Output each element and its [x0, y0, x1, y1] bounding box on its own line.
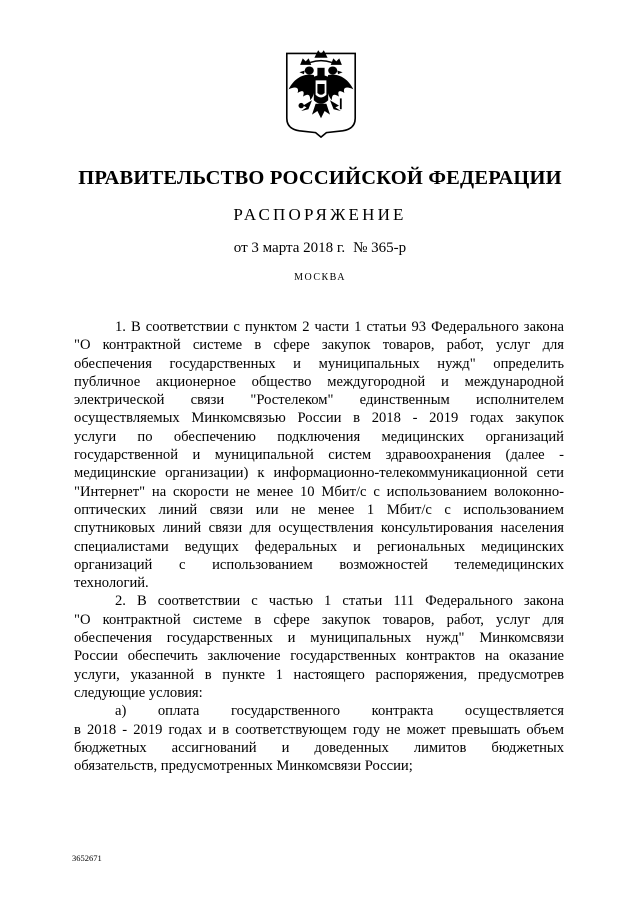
- body-line: организаций с использованием возможностей телемедицинских: [74, 556, 564, 573]
- body-line: электрической связи "Ростелеком" единственным исполнителем: [74, 392, 564, 409]
- body-line: России обеспечить заключение государственных контрактов на оказание: [74, 648, 564, 665]
- document-code: 3652671: [72, 853, 102, 863]
- government-title: ПРАВИТЕЛЬСТВО РОССИЙСКОЙ ФЕДЕРАЦИИ: [78, 167, 562, 189]
- body-line: спутниковых линий связи для осуществления консультирования населения: [74, 520, 564, 537]
- body-line: бюджетных ассигнований и доведенных лимитов бюджетных: [74, 739, 564, 756]
- body-line: "О контрактной системе в сфере закупок товаров, работ, услуг для: [74, 611, 564, 628]
- body-line: "Интернет" на скорости не менее 10 Мбит/с с использованием волоконно-: [74, 483, 564, 500]
- body-line: публичное акционерное общество междугородной и международной: [74, 373, 564, 390]
- body-line: оптических линий связи или не менее 1 Мбит/с с использованием: [74, 501, 564, 518]
- body-line: обеспечения государственных и муниципальных нужд" определить: [74, 355, 564, 372]
- body-line: услуги, указанной в пункте 1 настоящего распоряжения, предусмотрев: [74, 666, 564, 683]
- body-line: а) оплата государственного контракта осуществляется: [115, 703, 564, 720]
- document-type: РАСПОРЯЖЕНИЕ: [233, 205, 407, 224]
- body-line: 1. В соответствии с пунктом 2 части 1 статьи 93 Федерального закона: [115, 319, 564, 335]
- body-line: 2. В соответствии с частью 1 статьи 111 Федерального закона: [115, 593, 564, 610]
- body-line: услуги по обеспечению подключения медицинских организаций: [74, 428, 564, 445]
- body-line: технологий.: [74, 575, 149, 592]
- document-date: от 3 марта 2018 г.: [233, 240, 346, 256]
- body-line: государственной и муниципальной систем здравоохранения (далее -: [74, 447, 564, 464]
- document-date-line: [0, 240, 640, 257]
- body-line: обязательств, предусмотренных Минкомсвязи России;: [74, 758, 413, 775]
- document-city: МОСКВА: [294, 272, 346, 283]
- body-line: в 2018 - 2019 годах и в соответствующем году не может превышать объем: [74, 721, 564, 738]
- body-line: медицинские организации) к информационно-телекоммуникационной сети: [74, 465, 564, 482]
- body-line: следующие условия:: [74, 684, 203, 701]
- document-number: № 365-р: [353, 240, 407, 256]
- body-line: обеспечения государственных и муниципальных нужд" Минкомсвязи: [74, 630, 564, 647]
- body-line: специалистами ведущих федеральных и региональных медицинских: [74, 538, 564, 555]
- coat-of-arms-icon: [276, 48, 366, 138]
- body-line: "О контрактной системе в сфере закупок товаров, работ, услуг для: [74, 337, 564, 354]
- document-body: [74, 318, 564, 775]
- body-line: осуществляемых Минкомсвязью России в 2018 - 2019 годах закупок: [74, 410, 564, 427]
